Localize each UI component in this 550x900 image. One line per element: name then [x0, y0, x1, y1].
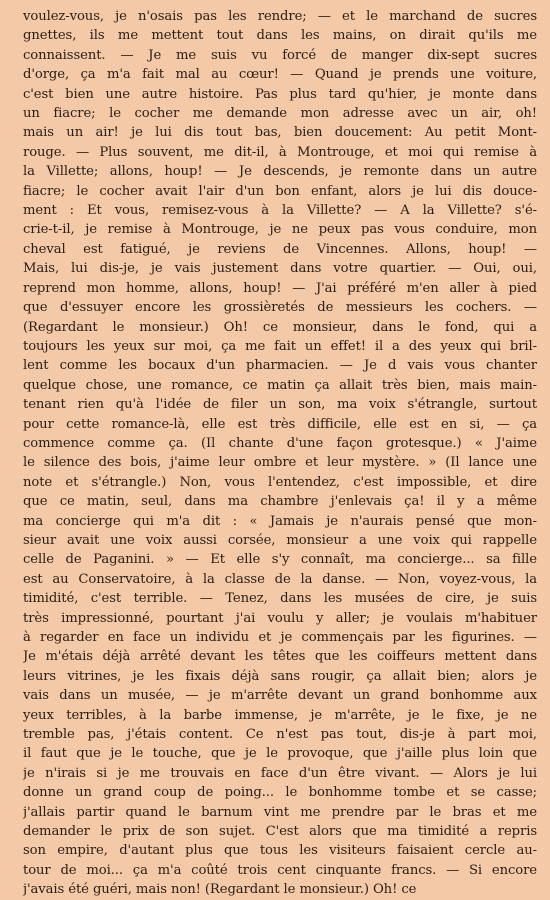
text-line: commence comme ça. (Il chante d'une façon grotesque.) « J'aime [23, 435, 537, 451]
text-line: note et s'étrangle.) Non, vous l'entendez, c'est impossible, et dire [23, 474, 537, 490]
text-line: celle de Paganini. » — Et elle s'y connaît, ma concierge... sa fille [23, 552, 537, 568]
text-line: sieur avait une voix aussi corsée, monsieur a une voix qui rappelle [23, 532, 537, 548]
text-line: Je m'étais déjà arrêté devant les têtes que les coiffeurs mettent dans [23, 649, 537, 665]
text-line: pour cette romance-là, elle est très difficile, elle est en si, — ça [23, 416, 537, 432]
text-line: je n'irais si je me trouvais en face d'un être vivant. — Alors je lui [23, 765, 537, 781]
text-line: que d'essuyer encore les grossièretés de messieurs les cochers. — [23, 300, 537, 316]
text-line: rouge. — Plus souvent, me dit-il, à Montrouge, et moi qui remise à [23, 144, 537, 160]
text-line: timidité, c'est terrible. — Tenez, dans les musées de cire, je suis [23, 591, 537, 607]
text-line: Mais, lui dis-je, je vais justement dans votre quartier. — Oui, oui, [23, 261, 537, 277]
text-line: voulez-vous, je n'osais pas les rendre; — et le marchand de sucres [23, 9, 537, 24]
text-line: il faut que je le touche, que je le provoque, que j'aille plus loin que [23, 746, 537, 762]
text-line: tenant rien qu'à l'idée de filer un son, ma voix s'étrangle, surtout [23, 397, 537, 413]
text-line: fiacre; le cocher avait l'air d'un bon enfant, alors je lui dis douce- [23, 183, 537, 199]
text-line: que ce matin, seul, dans ma chambre j'enlevais ça! il y a même [23, 494, 537, 510]
text-line: cheval est fatigué, je reviens de Vincennes. Allons, houp! — [23, 241, 537, 257]
text-line: crie-t-il, je remise à Montrouge, je ne peux pas vous conduire, mon [23, 222, 537, 238]
text-line: vais dans un musée, — je m'arrête devant un grand bonhomme aux [23, 688, 537, 704]
text-line: j'allais partir quand le barnum vint me prendre par le bras et me [23, 804, 537, 820]
text-line: yeux terribles, à la barbe immense, je m'arrête, je le fixe, je ne [23, 707, 537, 723]
text-line: demander le prix de son sujet. C'est alors que ma timidité a repris [23, 824, 537, 840]
text-line: quelque chose, une romance, ce matin ça allait très bien, mais main- [23, 377, 537, 393]
text-line: toujours les yeux sur moi, ça me fait un effet! il a des yeux qui bril- [23, 338, 537, 354]
text-line: la Villette; allons, houp! — Je descends, je remonte dans un autre [23, 164, 537, 180]
text-line: ma concierge qui m'a dit : « Jamais je n'aurais pensé que mon- [23, 513, 537, 529]
text-line: ment : Et vous, remisez-vous à la Villette? — A la Villette? s'é- [23, 203, 537, 219]
text-line: à regarder en face un individu et je commençais par les figurines. — [23, 630, 537, 645]
text-line: donne un grand coup de poing... le bonhomme tombe et se casse; [23, 785, 537, 801]
text-line: j'avais été guéri, mais non! (Regardant le monsieur.) Oh! ce [23, 882, 417, 898]
text-line: reprend mon homme, allons, houp! — J'ai préféré m'en aller à pied [23, 280, 537, 296]
text-line: connaissent. — Je me suis vu forcé de manger dix-sept sucres [23, 47, 537, 63]
text-line: lent comme les bocaux d'un pharmacien. — Je d vais vous chanter [23, 358, 537, 374]
text-line: très impressionné, pourtant j'ai voulu y aller; je voulais m'habituer [23, 610, 537, 626]
text-line: gnettes, ils me mettent tout dans les mains, on dirait qu'ils me [23, 28, 537, 44]
text-line: tour de moi... ça m'a coûté trois cent cinquante francs. — Si encore [23, 862, 537, 878]
text-line: d'orge, ça m'a fait mal au cœur! — Quand je prends une voiture, [23, 67, 537, 83]
text-line: le silence des bois, j'aime leur ombre et leur mystère. » (Il lance une [23, 455, 537, 471]
text-line: leurs vitrines, je les fixais déjà sans rougir, ça allait bien; alors je [23, 668, 537, 684]
text-line: son empire, d'autant plus que tous les visiteurs faisaient cercle au- [23, 843, 537, 859]
text-line: mais un air! je lui dis tout bas, bien doucement: Au petit Mont- [23, 125, 537, 141]
text-line: (Regardant le monsieur.) Oh! ce monsieur, dans le fond, qui a [23, 319, 537, 335]
text-line: un fiacre; le cocher me demande mon adresse avec un air, oh! [23, 106, 537, 122]
text-line: c'est bien une autre histoire. Pas plus tard qu'hier, je monte dans [23, 86, 537, 102]
text-line: est au Conservatoire, à la classe de la danse. — Non, voyez-vous, la [23, 571, 537, 587]
text-line: tremble pas, j'étais content. Ce n'est pas tout, dis-je à part moi, [23, 727, 537, 743]
